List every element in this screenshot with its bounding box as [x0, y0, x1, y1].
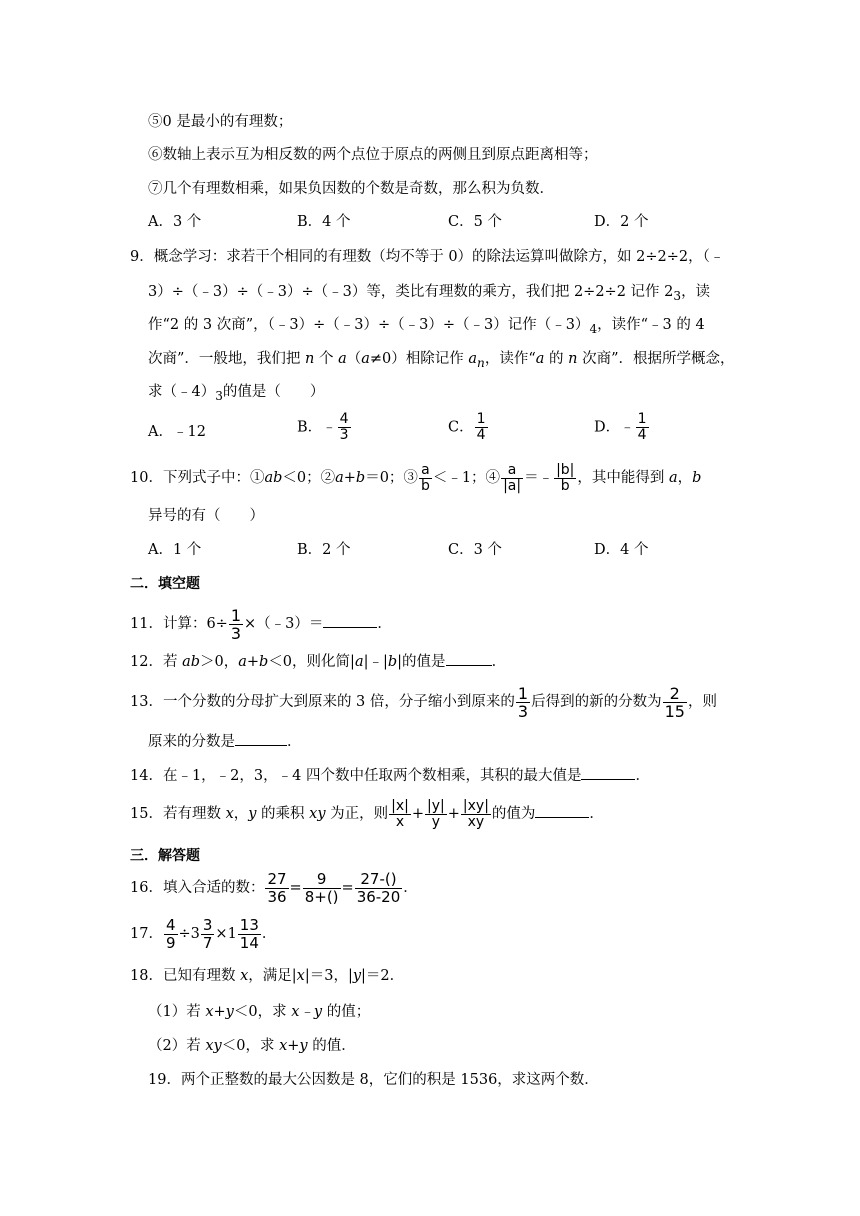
q9-line-2: 3）÷（﹣3）÷（﹣3）÷（﹣3）等，类比有理数的乘方，我们把 2÷2÷2 记作 $2_3$，读: [148, 284, 711, 303]
q12-answer-blank[interactable]: [446, 664, 492, 666]
q9-line-3: 作“2 的 3 次商”，（﹣3）÷（﹣3）÷（﹣3）÷（﹣3）记作$(﹣3)_4$，读作“﹣3 的 4: [148, 317, 705, 336]
q18: 18．已知有理数 x，满足|x|＝3，|y|＝2．: [130, 968, 405, 984]
q18-part-2: （2）若 xy＜0，求 x+y 的值．: [148, 1038, 356, 1054]
q10-option-b[interactable]: B．2 个: [297, 542, 351, 558]
statement-7: ⑦几个有理数相乘，如果负因数的个数是奇数，那么积为负数．: [148, 181, 554, 197]
q13-line-2: 原来的分数是 ．: [148, 734, 302, 750]
q15-answer-blank[interactable]: [535, 816, 589, 818]
q10-option-d[interactable]: D．4 个: [594, 542, 649, 558]
q11: 11．计算：6÷ $\frac{1}{3}$ ×（﹣3）＝ ．: [130, 605, 392, 643]
q14-answer-blank[interactable]: [581, 778, 635, 780]
statement-6: ⑥数轴上表示互为相反数的两个点位于原点的两侧且到原点距离相等；: [148, 147, 598, 163]
q9-option-c[interactable]: C． $\frac{1}{4}$: [448, 411, 486, 443]
q14: 14．在﹣1，﹣2，3，﹣4 四个数中任取两个数相乘，其积的最大值是 ．: [130, 768, 650, 784]
q18-part-1: （1）若 x+y＜0，求 x﹣y 的值；: [148, 1004, 371, 1020]
statement-5: ⑤0 是最小的有理数；: [148, 114, 293, 130]
q16: 16．填入合适的数： $\frac{27}{36}$ = $\frac{9}{8+()}$ = $\frac{27-()}{36-20}$ ．: [130, 869, 418, 906]
q8-option-b[interactable]: B．4 个: [297, 214, 351, 230]
q10-option-c[interactable]: C．3 个: [448, 542, 502, 558]
q9-option-b[interactable]: B．﹣ $\frac{4}{3}$: [297, 411, 349, 443]
q8-option-d[interactable]: D．2 个: [594, 214, 649, 230]
q8-option-a[interactable]: A．3 个: [148, 214, 202, 230]
q10-option-a[interactable]: A．1 个: [148, 542, 202, 558]
section-2-title: 二．填空题: [130, 576, 200, 592]
q9-line-5: 求$(﹣4)_3$的值是（ ）: [148, 384, 325, 403]
q9-line-1: 9．概念学习：求若干个相同的有理数（均不等于 0）的除法运算叫做除方，如 2÷2÷2，（﹣: [130, 249, 725, 265]
section-3-title: 三．解答题: [130, 848, 200, 864]
q9-line-4: 次商”．一般地，我们把 n 个 a（a≠0）相除记作 $a_n$，读作“a 的 n 次商”．根据所学概念，: [148, 351, 735, 370]
q9-option-d[interactable]: D．﹣ $\frac{1}{4}$: [594, 411, 647, 443]
q12: 12．若 ab＞0，a+b＜0，则化简|a|﹣|b|的值是 ．: [130, 654, 507, 670]
q19: 19．两个正整数的最大公因数是 8，它们的积是 1536，求这两个数．: [148, 1072, 599, 1088]
q9-option-a[interactable]: A．﹣12: [148, 424, 206, 440]
q10-line-1: 10．下列式子中：①ab＜0；②a+b＝0；③ $\frac{a}{b}$ ＜﹣1；④ $\frac{a}{|a|}$ ＝﹣ $\frac{|b|}{b}$ ，其中能得到 a，b: [130, 461, 702, 494]
q10-line-2: 异号的有（ ）: [148, 508, 264, 524]
q8-option-c[interactable]: C．5 个: [448, 214, 502, 230]
q15: 15．若有理数 x，y 的乘积 xy 为正，则 $\frac{|x|}{x}$ + $\frac{|y|}{y}$ + $\frac{|xy|}{xy}$ 的值为 ．: [130, 797, 604, 830]
q11-answer-blank[interactable]: [323, 626, 377, 628]
q17: 17． $\frac{4}{9}$ ÷3 $\frac{3}{7}$ ×1 $\frac{13}{14}$ ．: [130, 915, 277, 952]
q13-answer-blank[interactable]: [235, 744, 287, 746]
q13-line-1: 13．一个分数的分母扩大到原来的 3 倍，分子缩小到原来的 $\frac{1}{3}$ 后得到的新的分数为 $\frac{2}{15}$ ，则: [130, 683, 717, 721]
